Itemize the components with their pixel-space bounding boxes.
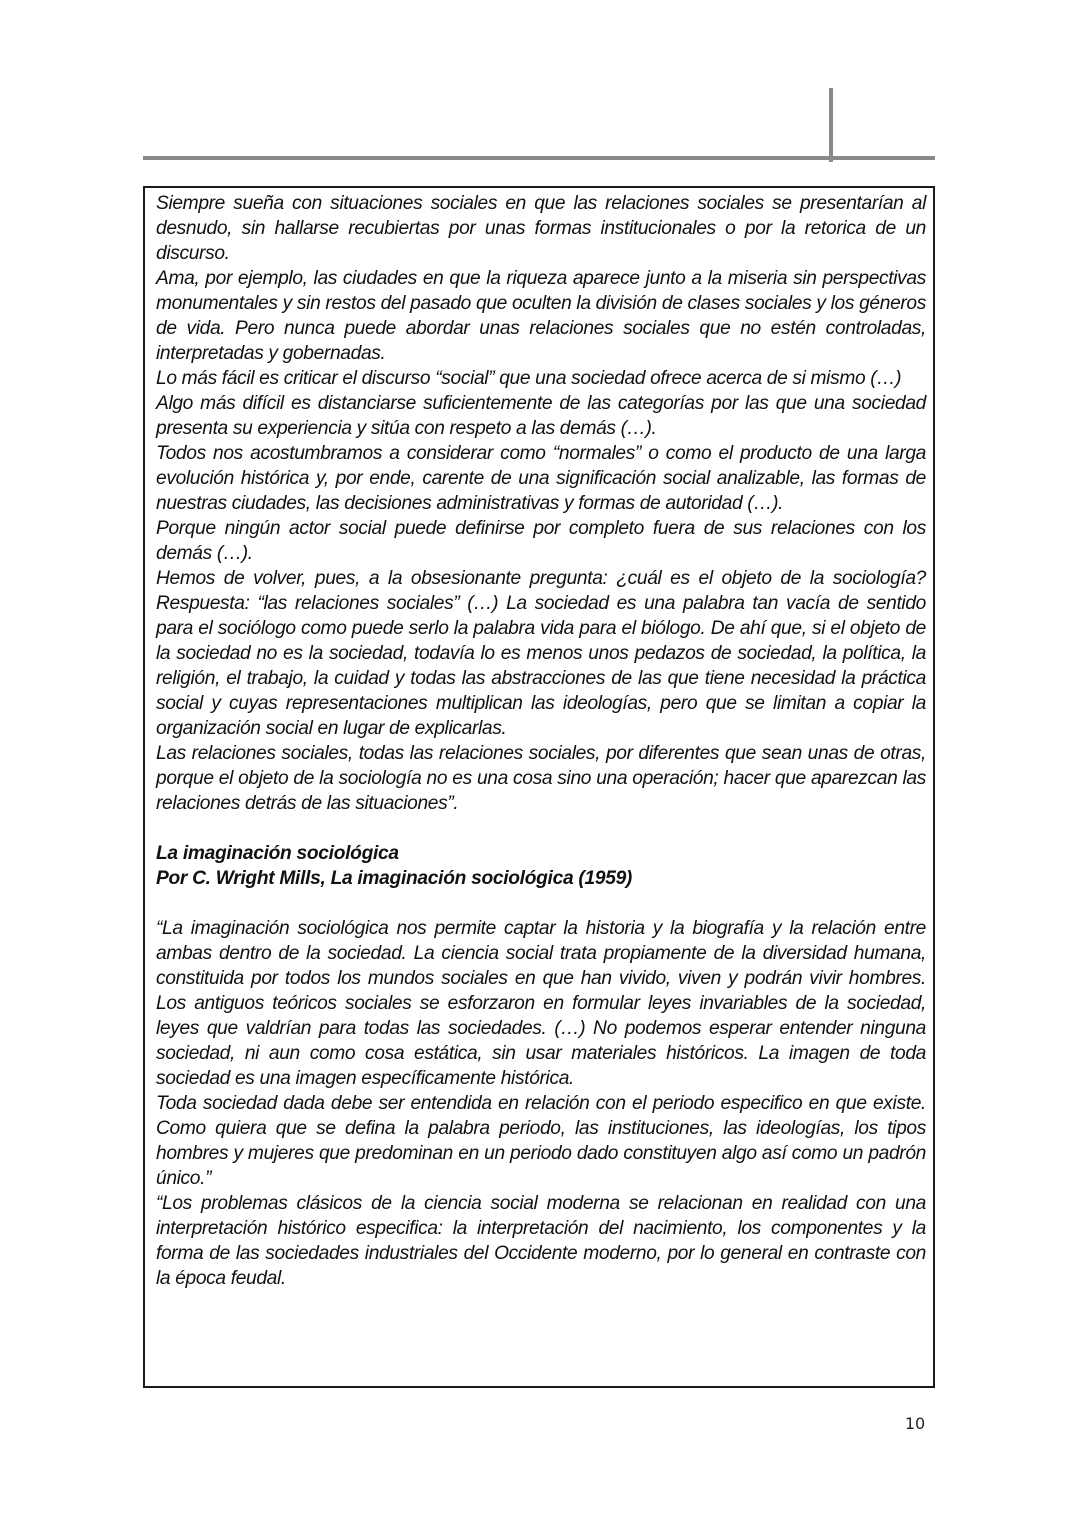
quote-paragraph: Las relaciones sociales, todas las relaciones sociales, por diferentes que sean unas de otras, porque el objeto de la sociología no es una cosa sino una operación; hacer que aparezcan las relaciones detrás de las situaciones”.: [156, 743, 926, 814]
quote-paragraph: Algo más difícil es distanciarse suficientemente de las categorías por las que una sociedad presenta su experiencia y sitúa con respeto a las demás (…).: [156, 393, 926, 439]
spacer: [156, 891, 926, 916]
quote-paragraph: Lo más fácil es criticar el discurso “social” que una sociedad ofrece acerca de si mismo (…): [156, 368, 902, 389]
quote-box-content: [156, 191, 926, 1291]
quote-paragraph: Todos nos acostumbramos a considerar como “normales” o como el producto de una larga evolución histórica y, por ende, carente de una significación social analizable, las formas de nuestras ciudades, las decisiones administrativas y formas de autoridad (…).: [156, 443, 926, 514]
spacer: [156, 816, 926, 841]
quote-box: [143, 186, 935, 1388]
section-paragraph: Toda sociedad dada debe ser entendida en relación con el periodo especifico en que existe. Como quiera que se defina la palabra periodo, las instituciones, las ideologías, los tipos hombres y mujeres que predominan en un periodo dado constituyen algo así como un padrón único.”: [156, 1093, 926, 1189]
section-title: La imaginación sociológica: [156, 843, 399, 864]
section-paragraph: “La imaginación sociológica nos permite captar la historia y la biografía y la relación entre ambas dentro de la sociedad. La ciencia social trata propiamente de la diversidad humana, constituida por todos los mundos sociales en que han vivido, viven y podrán vivir hombres. Los antiguos teóricos sociales se esforzaron en formular leyes invariables de la sociedad, leyes que valdrían para todas las sociedades. (…) No podemos esperar entender ninguna sociedad, ni aun como cosa estática, sin usar materiales históricos. La imagen de toda sociedad es una imagen específicamente histórica.: [156, 918, 926, 1089]
header-horizontal-rule: [143, 156, 935, 160]
header-vertical-rule: [829, 88, 833, 162]
quote-paragraph: Siempre sueña con situaciones sociales en que las relaciones sociales se presentarían al desnudo, sin hallarse recubiertas por unas formas institucionales o por la retorica de un discurso.: [156, 193, 926, 264]
section-byline: Por C. Wright Mills, La imaginación sociológica (1959): [156, 868, 633, 889]
quote-paragraph: Hemos de volver, pues, a la obsesionante pregunta: ¿cuál es el objeto de la sociología? Respuesta: “las relaciones sociales” (…) La sociedad es una palabra tan vacía de sentido para el sociólogo como puede serlo la palabra vida para el biólogo. De ahí que, si el objeto de la sociedad no es la sociedad, todavía lo es menos unos pedazos de sociedad, la política, la religión, el trabajo, la cuidad y todas las abstracciones de las que tiene necesidad la práctica social y cuyas representaciones multiplican las ideologías, pero que se limitan a copiar la organización social en lugar de explicarlas.: [156, 568, 926, 739]
quote-paragraph: Ama, por ejemplo, las ciudades en que la riqueza aparece junto a la miseria sin perspectivas monumentales y sin restos del pasado que oculten la división de clases sociales y los géneros de vida. Pero nunca puede abordar unas relaciones sociales que no estén controladas, interpretadas y gobernadas.: [156, 268, 926, 364]
page-number: 10: [904, 1414, 926, 1433]
section-paragraph: “Los problemas clásicos de la ciencia social moderna se relacionan en realidad con una interpretación histórico especifica: la interpretación del nacimiento, los componentes y la forma de las sociedades industriales del Occidente moderno, por lo general en contraste con la época feudal.: [156, 1193, 926, 1289]
quote-paragraph: Porque ningún actor social puede definirse por completo fuera de sus relaciones con los demás (…).: [156, 518, 926, 564]
